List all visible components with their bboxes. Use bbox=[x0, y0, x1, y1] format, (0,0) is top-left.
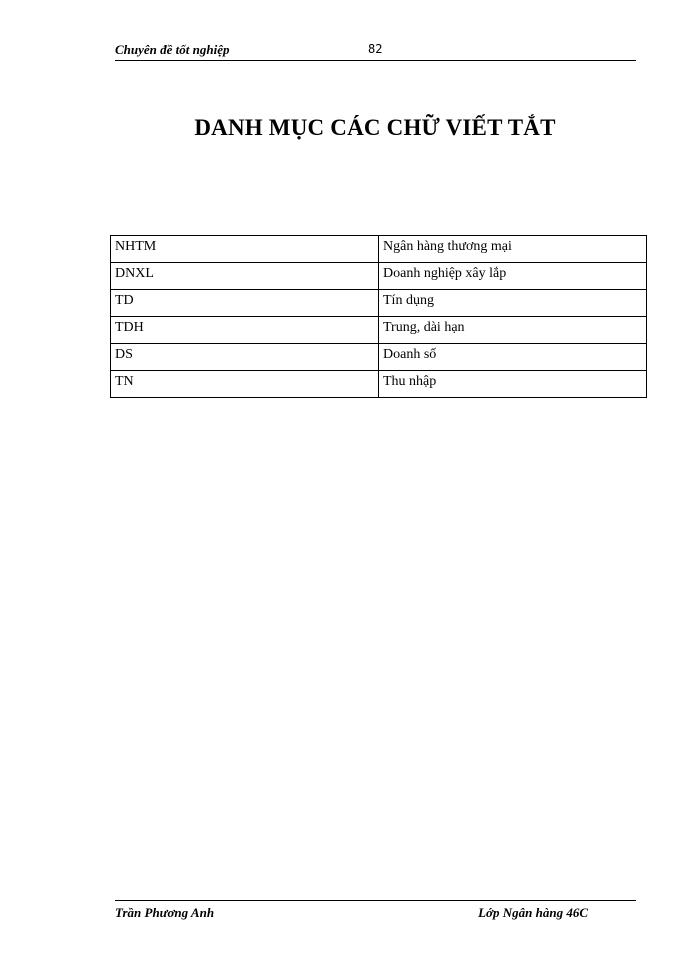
footer-class: Lớp Ngân hàng 46C bbox=[478, 905, 588, 920]
abbreviation-code: NHTM bbox=[111, 236, 379, 263]
abbreviation-code: TDH bbox=[111, 317, 379, 344]
footer-author: Trần Phương Anh bbox=[115, 905, 215, 920]
page-number: 82 bbox=[368, 42, 383, 56]
abbreviation-code: DS bbox=[111, 344, 379, 371]
table-row bbox=[111, 236, 647, 263]
abbreviation-code: DNXL bbox=[111, 263, 379, 290]
header-title: Chuyên đề tốt nghiệp bbox=[115, 42, 230, 57]
abbreviation-meaning: Tín dụng bbox=[379, 290, 647, 317]
page-header bbox=[115, 40, 636, 61]
table-row bbox=[111, 344, 647, 371]
abbreviation-table bbox=[110, 235, 647, 398]
abbreviation-meaning: Doanh số bbox=[379, 344, 647, 371]
abbreviation-meaning: Thu nhập bbox=[379, 371, 647, 398]
table-row bbox=[111, 290, 647, 317]
abbreviation-meaning: Doanh nghiệp xây lắp bbox=[379, 263, 647, 290]
abbreviation-code: TD bbox=[111, 290, 379, 317]
abbreviation-code: TN bbox=[111, 371, 379, 398]
table-row bbox=[111, 263, 647, 290]
page-footer bbox=[115, 900, 636, 921]
page-title: DANH MỤC CÁC CHỮ VIẾT TẮT bbox=[194, 115, 556, 140]
table-row bbox=[111, 371, 647, 398]
table-row bbox=[111, 317, 647, 344]
abbreviation-meaning: Ngân hàng thương mại bbox=[379, 236, 647, 263]
abbreviation-meaning: Trung, dài hạn bbox=[379, 317, 647, 344]
